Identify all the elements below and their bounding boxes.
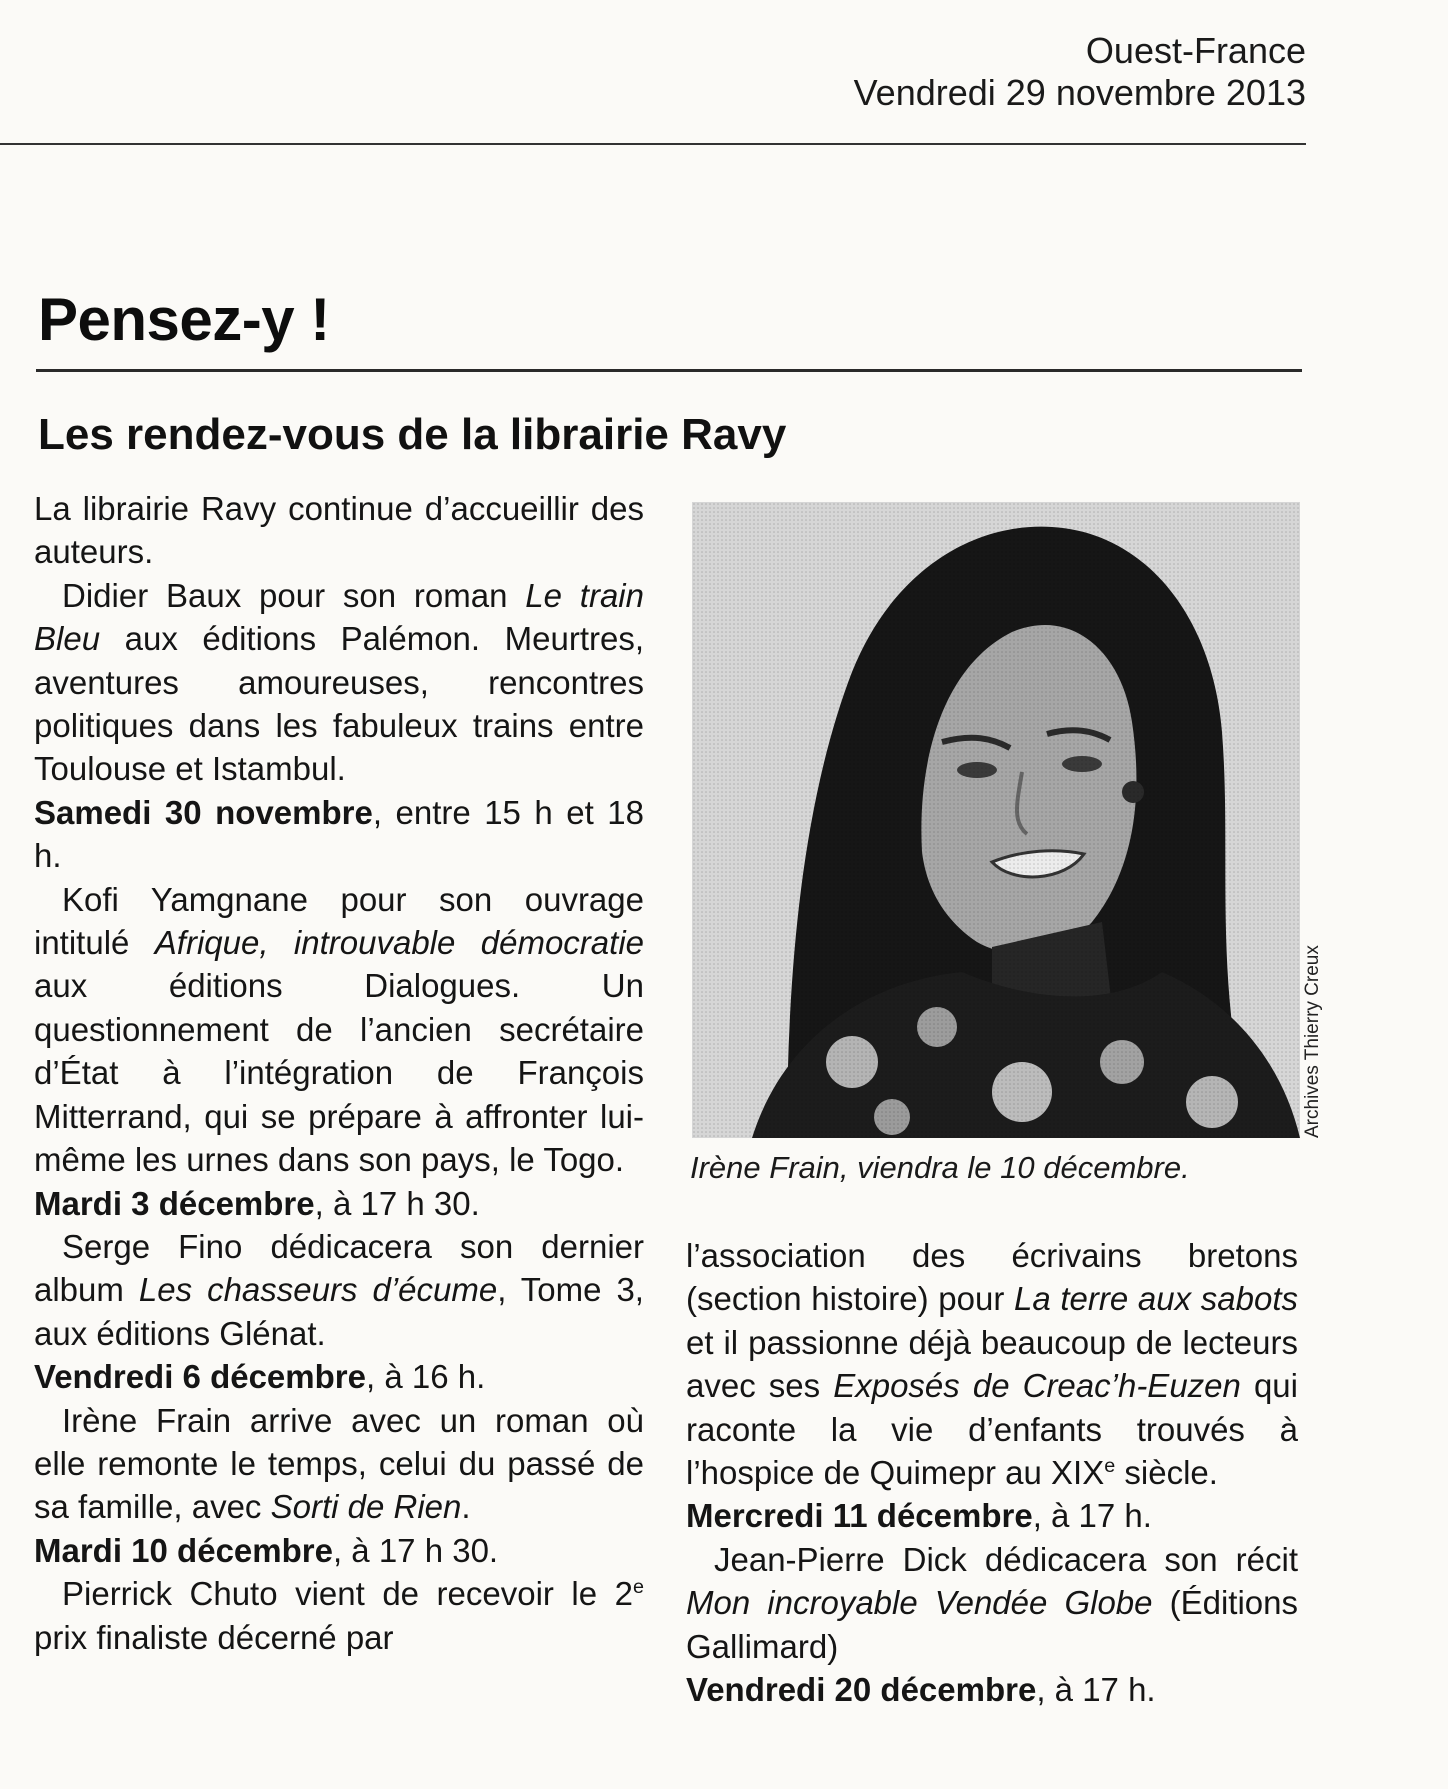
event-paragraph-chuto-end: l’association des écrivains bretons (section histoire) pour La terre aux sabots et il passionne déjà beaucoup de lecteurs avec ses Exposés de Creac’h-Euzen qui raconte la vie d’enfants trouvés à l’hospice de Quimepr au XIXe siècle. <box>686 1237 1298 1492</box>
section-title: Pensez-y ! <box>38 286 330 353</box>
masthead-rule <box>0 143 1306 145</box>
publication-date: Vendredi 29 novembre 2013 <box>853 72 1306 113</box>
masthead <box>854 30 1306 114</box>
event-date: Mardi 10 décembre <box>34 1531 333 1569</box>
event-paragraph-chuto-start: Pierrick Chuto vient de recevoir le 2e prix finaliste décerné par <box>34 1575 644 1656</box>
event-date-line: Vendredi 20 décembre, à 17 h. <box>686 1671 1156 1709</box>
event-date-line: Mercredi 11 décembre, à 17 h. <box>686 1497 1152 1535</box>
event-date-line: Mardi 3 décembre, à 17 h 30. <box>34 1184 480 1222</box>
article-column-1 <box>34 487 644 1659</box>
event-paragraph-baux: Didier Baux pour son roman Le train Bleu aux éditions Palémon. Meurtres, aventures amoureuses, rencontres politiques dans les fabuleux trains entre Toulouse et Istambul. <box>34 576 644 788</box>
author-photo <box>692 502 1300 1138</box>
photo-credit: Archives Thierry Creux <box>1302 945 1323 1138</box>
event-date: Vendredi 6 décembre <box>34 1358 366 1396</box>
event-date: Mardi 3 décembre <box>34 1184 315 1222</box>
event-paragraph-dick: Jean-Pierre Dick dédicacera son récit Mon incroyable Vendée Globe (Éditions Gallimard) <box>686 1540 1299 1665</box>
event-paragraph-yamgnane: Kofi Yamgnane pour son ouvrage intitulé Afrique, introuvable démocratie aux éditions Dialogues. Un questionnement de l’ancien secrétaire d’État à l’intégration de François Mitterrand, qui se prépare à affronter lui-même les urnes dans son pays, le Togo. <box>34 880 645 1179</box>
article-column-2 <box>686 1234 1298 1711</box>
book-title: Sorti de Rien <box>270 1488 462 1526</box>
book-title: Le train Bleu <box>34 576 644 658</box>
book-title: Les chasseurs d’écume <box>138 1271 498 1309</box>
book-title: Exposés de Creac’h-Euzen <box>833 1367 1241 1405</box>
article-headline: Les rendez-vous de la librairie Ravy <box>38 410 787 459</box>
event-date: Mercredi 11 décembre <box>686 1497 1033 1535</box>
event-date: Vendredi 20 décembre <box>686 1671 1037 1709</box>
portrait-image <box>692 502 1300 1138</box>
event-date-line: Samedi 30 novembre, entre 15 h et 18 h. <box>34 793 644 875</box>
event-paragraph-frain: Irène Frain arrive avec un roman où elle remonte le temps, celui du passé de sa famille, avec Sorti de Rien. <box>34 1401 644 1526</box>
event-date-line: Mardi 10 décembre, à 17 h 30. <box>34 1531 499 1569</box>
event-date-line: Vendredi 6 décembre, à 16 h. <box>34 1358 486 1396</box>
book-title: Afrique, introuvable démocratie <box>154 924 645 962</box>
section-rule <box>36 369 1302 372</box>
event-paragraph-fino: Serge Fino dédicacera son dernier album Les chasseurs d’écume, Tome 3, aux éditions Glénat. <box>34 1227 644 1352</box>
photo-caption: Irène Frain, viendra le 10 décembre. <box>690 1150 1190 1185</box>
book-title: Mon incroyable Vendée Globe <box>686 1584 1153 1622</box>
book-title: La terre aux sabots <box>1013 1280 1298 1318</box>
newspaper-name: Ouest-France <box>1085 30 1306 71</box>
event-date: Samedi 30 novembre <box>34 793 373 831</box>
intro-paragraph: La librairie Ravy continue d’accueillir des auteurs. <box>34 490 644 571</box>
